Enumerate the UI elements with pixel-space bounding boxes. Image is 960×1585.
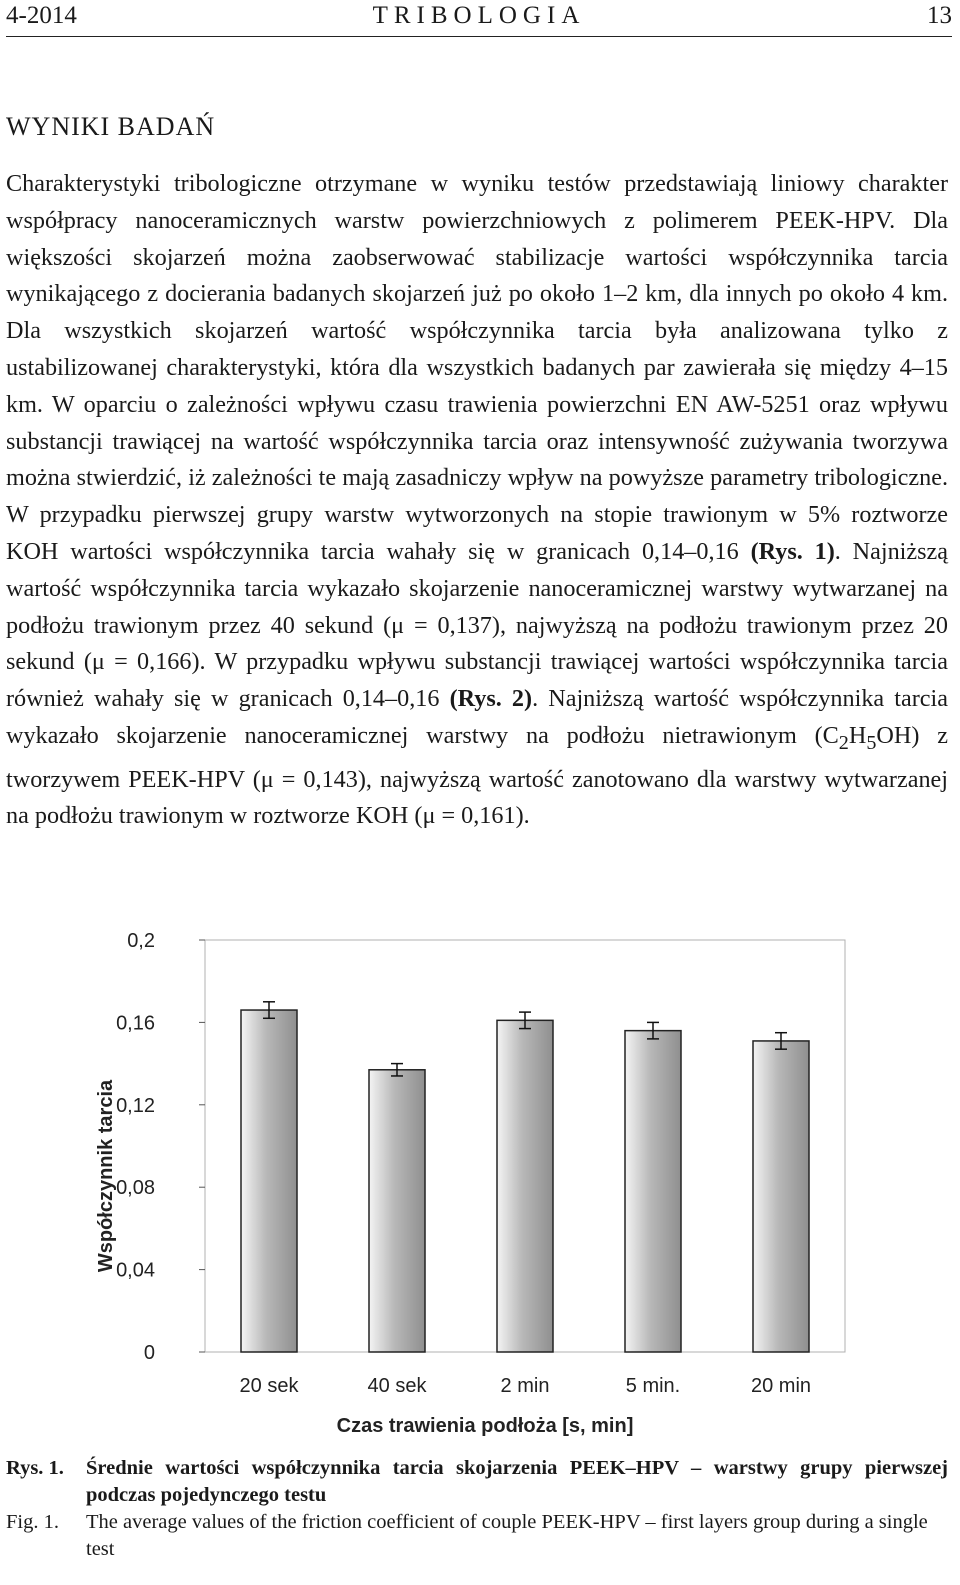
caption-label: Rys. 1. — [6, 1457, 64, 1479]
text-run: OH) z tworzywem PEEK-HPV (μ = 0,143), najwyższą wartość zanotowano dla warstwy wytwarzanej na podłożu trawionym w roztworze KOH (μ = 0,161). — [6, 721, 948, 830]
figure-ref: (Rys. 2) — [449, 685, 533, 713]
caption-polish — [6, 1455, 948, 1509]
text-run: . Najniższą wartość współczynnika tarcia wykazało skojarzenie nanoceramicznej warstwy na podłożu nietrawionym (C — [6, 685, 948, 749]
bar — [497, 1020, 553, 1352]
y-axis-title: Współczynnik tarcia — [95, 1079, 117, 1273]
x-tick-label: 2 min — [500, 1375, 550, 1397]
x-tick-label: 20 min — [750, 1375, 812, 1397]
x-tick-label: 40 sek — [367, 1375, 427, 1397]
section-title: WYNIKI BADAŃ — [6, 112, 216, 141]
bar — [241, 1010, 297, 1352]
subscript: 5 — [866, 731, 877, 754]
bar — [625, 1031, 681, 1352]
caption-label: Fig. 1. — [6, 1511, 59, 1533]
caption-text: The average values of the friction coefficient of couple PEEK-HPV – first layers group during a single test — [86, 1511, 928, 1560]
chart-svg — [80, 920, 860, 1440]
y-tick-label: 0,08 — [116, 1177, 155, 1200]
x-tick-label: 20 sek — [239, 1375, 299, 1397]
text-run: Charakterystyki tribologiczne otrzymane w wyniku testów przedstawiają liniowy charakter współpracy nanoceramicznych warstw powierzchniowych z polimerem PEEK-HPV. Dla większości skojarzeń można zaobserwować stabilizacje wartości współczynnika tarcia wynikającego z docierania badanych skojarzeń już po około 1–2 km, dla innych po około 4 km. Dla wszystkich skojarzeń wartość współczynnika tarcia była analizowana tylko z ustabilizowanej charakterystyki, która dla wszystkich badanych par zawierała się między 4–15 km. W oparciu o zależności wpływu czasu trawienia powierzchni EN AW-5251 oraz wpływu substancji trawiącej na wartość współczynnika tarcia oraz intensywność zużywania tworzywa można stwierdzić, iż zależności te mają zasadniczy wpływ na powyższe parametry tribologiczne. W przypadku pierwszej grupy warstw wytworzonych na stopie trawionym w 5% roztworze KOH wartości współczynnika tarcia wahały się w granicach 0,14–0,16 — [6, 170, 948, 565]
caption-english — [6, 1509, 948, 1563]
y-tick-label: 0,12 — [116, 1094, 155, 1117]
x-axis-title: Czas trawienia podłoża [s, min] — [336, 1415, 634, 1437]
body-paragraph — [6, 166, 948, 835]
bar-chart — [80, 920, 860, 1440]
journal-issue: 4-2014 — [6, 2, 77, 29]
y-tick-label: 0,04 — [116, 1259, 155, 1282]
page-number: 13 — [927, 2, 952, 29]
subscript: 2 — [838, 731, 849, 754]
caption-text: Średnie wartości współczynnika tarcia skojarzenia PEEK–HPV – warstwy grupy pierwszej podczas pojedynczego testu — [86, 1457, 948, 1506]
text-run: H — [848, 721, 867, 749]
running-header — [6, 0, 952, 37]
journal-title: TRIBOLOGIA — [372, 2, 586, 29]
y-tick-label: 0 — [143, 1342, 155, 1364]
bar — [753, 1041, 809, 1352]
figure-caption — [6, 1455, 948, 1563]
text-run: . Najniższą wartość współczynnika tarcia wykazało skojarzenie nanoceramicznej warstwy wytwarzanej na podłożu trawionym przez 40 sekund (μ = 0,137), najwyższą na podłożu trawionym przez 20 sekund (μ = 0,166). W przypadku wpływu substancji trawiącej wartości współczynnika tarcia również wahały się w granicach 0,14–0,16 — [6, 537, 949, 713]
y-tick-label: 0,2 — [127, 930, 155, 952]
x-tick-label: 5 min. — [625, 1375, 681, 1397]
figure-ref: (Rys. 1) — [750, 537, 835, 565]
y-tick-label: 0,16 — [116, 1012, 155, 1035]
bar — [369, 1070, 425, 1352]
